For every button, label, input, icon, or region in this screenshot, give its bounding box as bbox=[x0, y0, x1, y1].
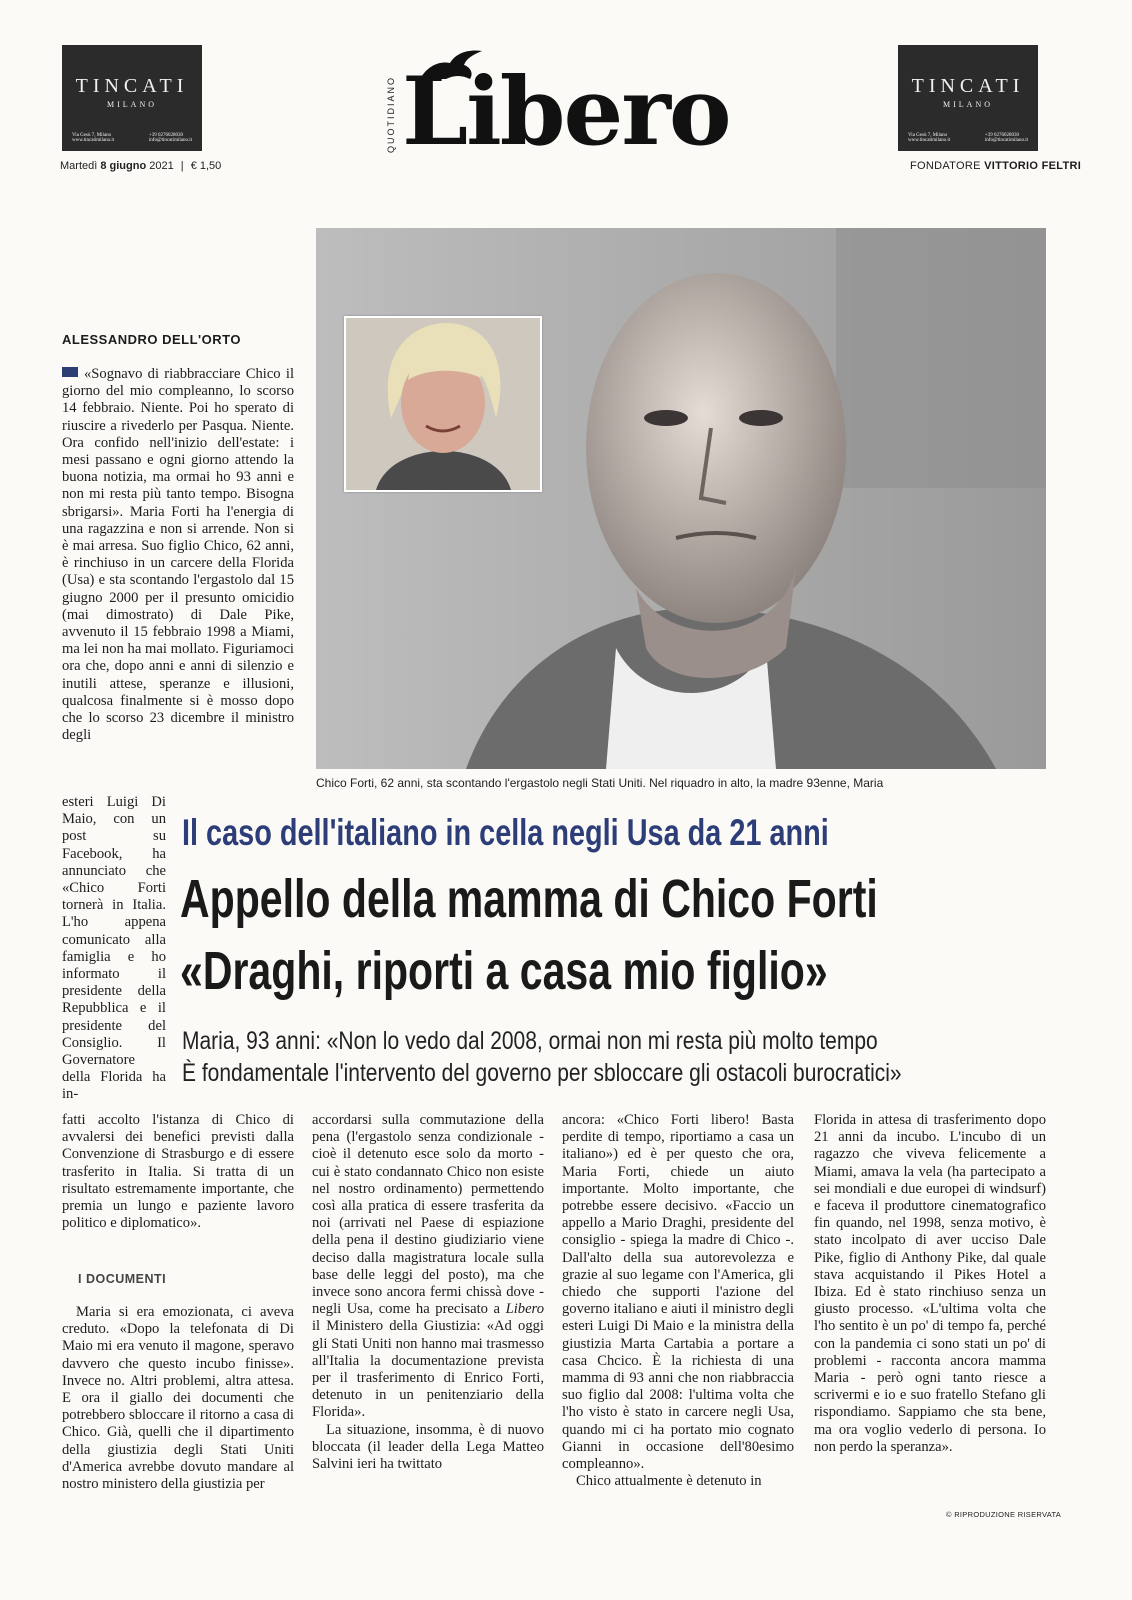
main-photo bbox=[316, 228, 1046, 769]
col2-text-a: accordarsi sulla commutazione della pena (l'ergastolo senza condizionale - cioè il detenuto esce solo da morto - cui è stato condannato Chico non esiste nel nostro ordinamento) permettendo così alla pratica di essere trasferita da noi (arrivati nel Paese di espiazione della pena il destino giudiziario viene deciso dalla magistratura locale sulla base delle leggi del posto), ma che invece sono ancora fermi chissà dove - negli Usa, come ha precisato a bbox=[312, 1112, 544, 1318]
col1-narrow-text: esteri Luigi Di Maio, con un post su Facebook, ha annunciato che «Chico Forti tornerà in Italia. L'ho appena comunicato alla famiglia e ho informato il presidente della Repubblica e il presidente del Consiglio. Il Governatore della Florida ha in- bbox=[62, 794, 166, 1103]
col2-text-b: il Ministero della Giustizia: «Ad oggi gli Stati Uniti non hanno mai trasmesso all'Italia la documentazione prevista per il trasferimento di Enrico Forti, detenuto in un penitenziario della Florida». bbox=[312, 1318, 544, 1421]
founder-name: VITTORIO FELTRI bbox=[984, 160, 1082, 172]
col3-text-a: ancora: «Chico Forti libero! Basta perdite di tempo, riportiamo a casa un italiano») ed è per questo che ora, Maria Forti, chiede un aiuto importante. Molto importante, che potrebbe essere decisivo. «Faccio un appello a Mario Draghi, presidente del consiglio - spiega la madre di Chico -. Dall'alto della sua autorevolezza e grazie al suo legame con l'America, gli chiedo che supporti l'azione del governo italiano e aiuti il ministro degli esteri Luigi Di Maio e la ministra della giustizia Marta Cartabia a portare a casa Chcico. È la richiesta di una mamma di 93 anni che non riabbraccia suo figlio dal 2008: l'ultima volta che l'ho visto è stato in carcere negli Usa, quando mi ci ha portato mio cognato Gianni in occasione dell'80esimo compleanno». bbox=[562, 1112, 794, 1473]
byline: ALESSANDRO DELL'ORTO bbox=[62, 332, 241, 347]
subhead-2: È fondamentale l'intervento del governo per sbloccare gli ostacoli burocratici» bbox=[182, 1059, 902, 1087]
article-start-bullet bbox=[62, 367, 78, 377]
copyright-notice: © RIPRODUZIONE RISERVATA bbox=[946, 1510, 1062, 1519]
col1-top-text: «Sognavo di riabbracciare Chico il giorno del mio compleanno, lo scorso 14 febbraio. Niente. Poi ho sperato di riuscire a rivederlo per Pasqua. Niente. Ora confido nell'inizio dell'estate: i mesi passano e ogni giorno attendo la buona notizia, ma ormai ho 93 anni e non mi resta più tanto tempo. Bisogna sbrigarsi». Maria Forti ha l'energia di una ragazzina e non si arrende. Non si è mai arresa. Suo figlio Chico, 62 anni, è rinchiuso in un carcere della Florida (Usa) e sta scontando l'ergastolo dal 15 giugno 2000 per il presunto omicidio (mai dimostrato) di Dale Pike, avvenuto il 15 febbraio 1998 a Miami, ma lei non ha mai mollato. Figuriamoci ora che, dopo anni e anni di silenzio e inutili attese, speranze e illusioni, qualcosa finalmente si è mosso dopo che lo scorso 23 dicembre il ministro degli bbox=[62, 366, 294, 744]
masthead bbox=[380, 45, 770, 165]
headline-1: Appello della mamma di Chico Forti bbox=[180, 869, 878, 929]
founder-prefix: FONDATORE bbox=[910, 160, 985, 172]
ad-address: Via Gesù 7, Milano www.tincatimilano.it bbox=[72, 133, 115, 143]
col2-text-c: La situazione, insomma, è di nuovo bloccata (il leader della Lega Matteo Salvini ieri ha twittato bbox=[312, 1421, 544, 1473]
inset-photo bbox=[344, 316, 542, 492]
ad-contact: +39 0276028030 info@tincatimilano.it bbox=[984, 133, 1028, 143]
date-year: 2021 bbox=[146, 160, 174, 172]
masthead-logo: Libero bbox=[402, 57, 730, 167]
section-title: I DOCUMENTI bbox=[78, 1272, 167, 1286]
ad-tincati-right bbox=[898, 45, 1038, 151]
column-1-top bbox=[62, 366, 294, 744]
ad-contact: +39 0276028030 info@tincatimilano.it bbox=[148, 133, 192, 143]
kicker: Il caso dell'italiano in cella negli Usa da 21 anni bbox=[182, 812, 829, 853]
masthead-vertical-label: QUOTIDIANO bbox=[386, 75, 396, 153]
price: € 1,50 bbox=[190, 160, 222, 172]
col3-text-b: Chico attualmente è detenuto in bbox=[576, 1473, 762, 1490]
col2-newspaper-name: Libero bbox=[505, 1301, 544, 1318]
column-4 bbox=[814, 1112, 1046, 1456]
headline-2: «Draghi, riporti a casa mio figlio» bbox=[180, 941, 828, 1001]
ad-brand: TINCATI bbox=[75, 75, 189, 97]
ad-tincati-left bbox=[62, 45, 202, 151]
col4-text: Florida in attesa di trasferimento dopo 21 anni da incubo. L'incubo di un ragazzo che viveva felicemente a Miami, amava la vela (ha partecipato a sei mondiali e due europei di windsurf) e faceva il produttore cinematografico fin quando, nel 1998, senza motivo, è stato incolpato di aver ucciso Dale Pike, figlio di Anthony Pike, dal quale stava acquistando il Pikes Hotel a Ibiza. Ed è stato rinchiuso senza un giusto processo. «L'ultima volta che l'ho sentito è un po' di tempo fa, perché con la pandemia ci sono stati un po' di problemi - racconta ancora mamma Maria - però ogni tanto riesce a scrivermi e io e suo fratello Stefano gli rispondiamo. Sappiamo che sta bene, ma ora voglio vederlo di persona. Io non perdo la speranza». bbox=[814, 1112, 1046, 1455]
ad-brand: TINCATI bbox=[911, 75, 1025, 97]
dateline: Martedì 8 giugno 2021 | € 1,50 bbox=[60, 160, 222, 172]
subhead-1: Maria, 93 anni: «Non lo vedo dal 2008, ormai non mi resta più molto tempo bbox=[182, 1027, 878, 1055]
column-1-narrow bbox=[62, 794, 166, 1104]
col1-bottom-text: fatti accolto l'istanza di Chico di avvalersi dei benefici previsti dalla Convenzione di Strasburgo e di essere trasferito in Italia. Si tratta di un risultato estremamente importante, che premia un lungo e paziente lavoro politico e diplomatico». bbox=[62, 1112, 294, 1232]
chico-forti-photo bbox=[316, 228, 1046, 769]
founder-line bbox=[910, 160, 1081, 172]
date-prefix: Martedì bbox=[60, 160, 101, 172]
date-bold: 8 giugno bbox=[100, 160, 147, 172]
ad-city: MILANO bbox=[107, 100, 157, 109]
column-1-bottom bbox=[62, 1112, 294, 1232]
column-3 bbox=[562, 1112, 794, 1490]
col1-docs-text: Maria si era emozionata, ci aveva creduto. «Dopo la telefonata di Di Maio mi era venuto il magone, speravo davvero che questo incubo finisse». Invece no. Altri problemi, altra attesa. E ora il giallo dei documenti che potrebbero sbloccare il ritorno a casa di Chico. Già, quelli che il dipartimento della giustizia degli Stati Uniti d'America avrebbe dovuto mandare al nostro ministero della giustizia per bbox=[62, 1304, 294, 1493]
column-1-docs bbox=[62, 1304, 294, 1493]
maria-forti-photo bbox=[346, 318, 540, 490]
ad-city: MILANO bbox=[943, 100, 993, 109]
photo-caption: Chico Forti, 62 anni, sta scontando l'ergastolo negli Stati Uniti. Nel riquadro in alto, la madre 93enne, Maria bbox=[316, 776, 884, 790]
column-2 bbox=[312, 1112, 544, 1473]
ad-address: Via Gesù 7, Milano www.tincatimilano.it bbox=[908, 133, 951, 143]
